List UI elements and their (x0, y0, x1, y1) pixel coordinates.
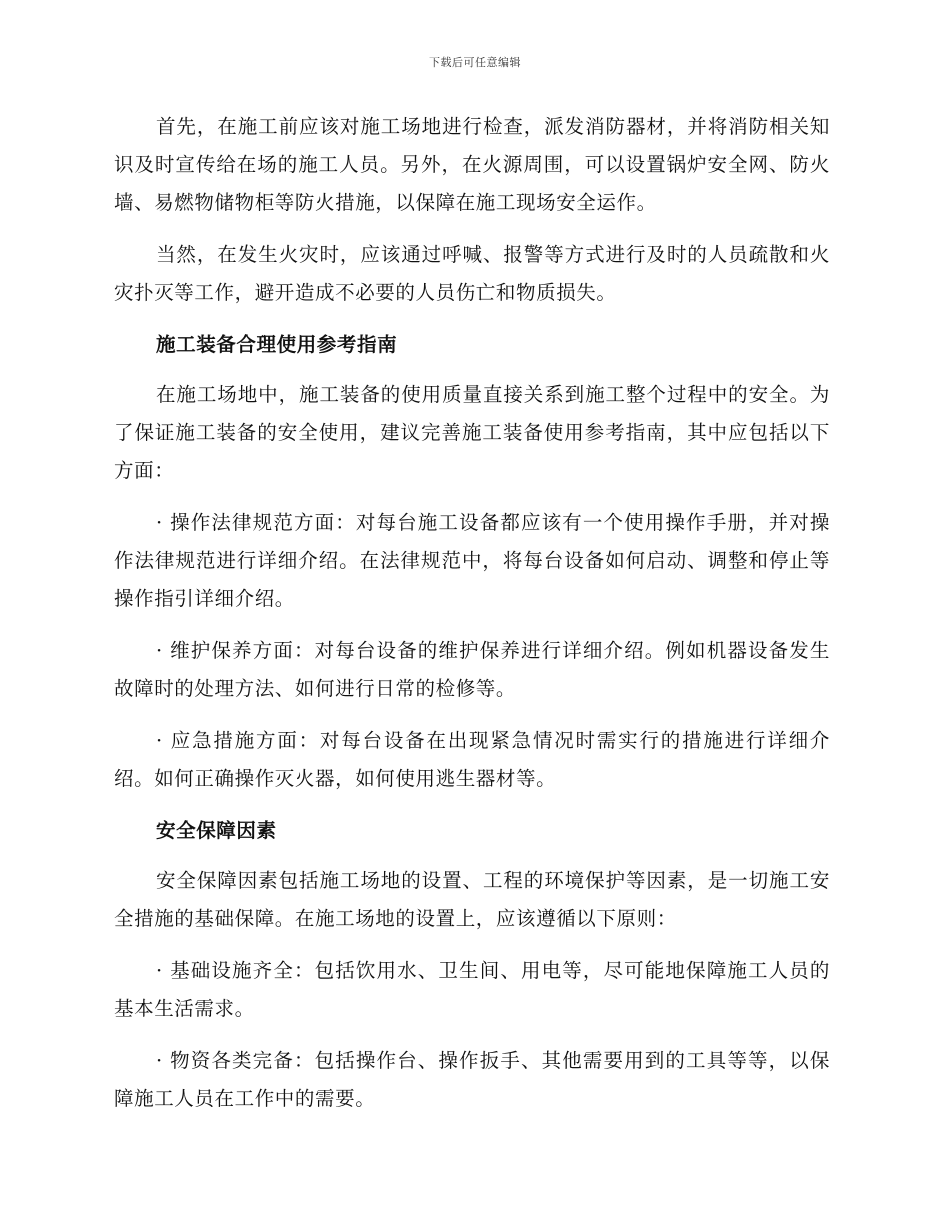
page-header: 下载后可任意编辑 (429, 56, 521, 69)
document-body (114, 108, 830, 1132)
paragraph-safety-intro: 安全保障因素包括施工场地的设置、工程的环境保护等因素，是一切施工安全措施的基础保障。在施工场地的设置上，应该遵循以下原则： (114, 869, 830, 930)
section-heading-equipment-guide: 施工装备合理使用参考指南 (156, 333, 398, 356)
list-item-supplies: · 物资各类完备：包括操作台、操作扳手、其他需要用到的工具等等，以保障施工人员在工作中的需要。 (114, 1049, 830, 1110)
list-item-infrastructure: · 基础设施齐全：包括饮用水、卫生间、用电等，尽可能地保障施工人员的基本生活需求。 (114, 959, 830, 1020)
list-item-operation-rules: · 操作法律规范方面：对每台施工设备都应该有一个使用操作手册，并对操作法律规范进行详细介绍。在法律规范中，将每台设备如何启动、调整和停止等操作指引详细介绍。 (114, 511, 830, 610)
paragraph-equipment-intro: 在施工场地中，施工装备的使用质量直接关系到施工整个过程中的安全。为了保证施工装备的安全使用，建议完善施工装备使用参考指南，其中应包括以下方面： (114, 383, 830, 482)
paragraph-fire-prevention: 首先，在施工前应该对施工场地进行检查，派发消防器材，并将消防相关知识及时宣传给在场的施工人员。另外，在火源周围，可以设置锅炉安全网、防火墙、易燃物储物柜等防火措施，以保障在施工现场安全运作。 (114, 115, 830, 214)
list-item-emergency: · 应急措施方面：对每台设备在出现紧急情况时需实行的措施进行详细介绍。如何正确操作灭火器，如何使用逃生器材等。 (114, 729, 830, 790)
section-heading-safety-factors: 安全保障因素 (156, 819, 277, 842)
paragraph-fire-response: 当然，在发生火灾时，应该通过呼喊、报警等方式进行及时的人员疏散和火灾扑灭等工作，避开造成不必要的人员伤亡和物质损失。 (114, 243, 830, 304)
list-item-maintenance: · 维护保养方面：对每台设备的维护保养进行详细介绍。例如机器设备发生故障时的处理方法、如何进行日常的检修等。 (114, 639, 830, 700)
